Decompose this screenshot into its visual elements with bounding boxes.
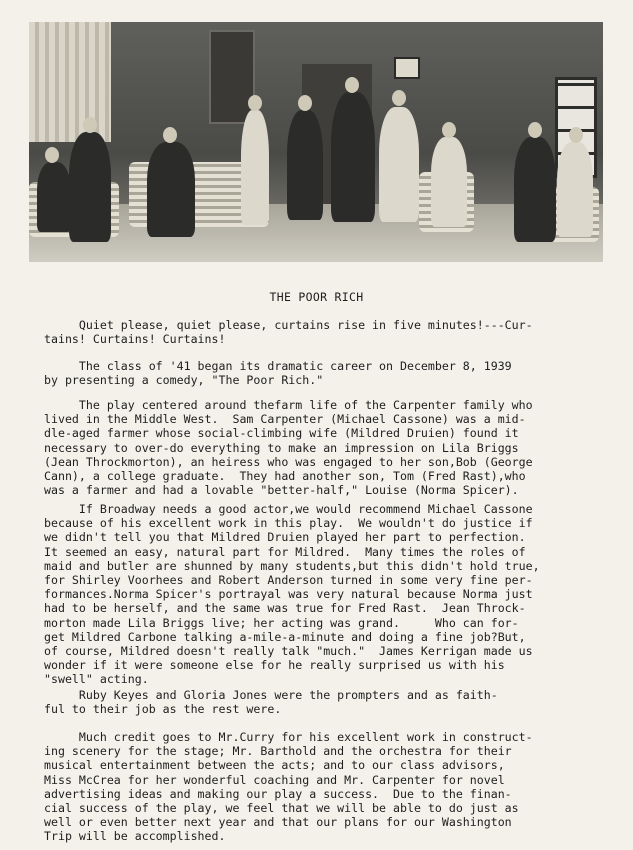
stage-photo <box>29 22 603 262</box>
actor-head <box>248 95 262 111</box>
actor-head <box>345 77 359 93</box>
actor-head <box>45 147 59 163</box>
actor-maid <box>287 110 323 220</box>
prompters-paragraph: Ruby Keyes and Gloria Jones were the prompters and as faith- ful to their job as the rest were. <box>44 688 498 717</box>
wall-picture <box>394 57 420 79</box>
actor <box>557 142 593 237</box>
actor <box>37 162 71 232</box>
actor-head <box>298 95 312 111</box>
intro-paragraph: Quiet please, quiet please, curtains rise in five minutes!---Cur- tains! Curtains! Curtains! <box>44 318 533 347</box>
window-curtain <box>29 22 111 142</box>
actor <box>147 142 195 237</box>
actor <box>431 137 467 227</box>
actor-butler <box>331 92 375 222</box>
page-title: THE POOR RICH <box>269 290 364 304</box>
class-paragraph: The class of '41 began its dramatic career on December 8, 1939 by presenting a comedy, "The Poor Rich." <box>44 359 512 388</box>
actor <box>514 137 556 242</box>
actor-head <box>442 122 456 138</box>
actor-head <box>163 127 177 143</box>
plot-paragraph: The play centered around thefarm life of the Carpenter family who lived in the Middle West. Sam Carpenter (Michael Cassone) was a mid- dle-aged farmer whose social-climbing wife (Mildred Druien) found it necessary to over-do everything to make an impression on Lila Briggs (Jean Throckmorton), an heiress who was engaged to her son,Bob (George Cann), a college graduate. They had another son, Tom (Fred Rast),who was a farmer and had a lovable "better-half," Louise (Norma Spicer). <box>44 398 533 498</box>
actor-head <box>528 122 542 138</box>
actor-head <box>392 90 406 106</box>
actor <box>69 132 111 242</box>
actor <box>241 110 269 225</box>
cast-paragraph: If Broadway needs a good actor,we would recommend Michael Cassone because of his excellent work in this play. We wouldn't do justice if we didn't tell you that Mildred Druien played her part to perfection. It seemed an easy, natural part for Mildred. Many times the roles of maid and butler are shunned by many students,but this didn't hold true, for Shirley Voorhees and Robert Anderson turned in some very fine per- formances.Norma Spicer's portrayal was very natural because Norma just had to be herself, and the same was true for Fred Rast. Jean Throck- morton made Lila Briggs live; her acting was grand. Who can for- get Mildred Carbone talking a-mile-a-minute and doing a fine job?But, of course, Mildred doesn't really talk "much." James Kerrigan made us wonder if it were someone else for he really surprised us with his "swell" acting. <box>44 502 540 687</box>
credits-paragraph: Much credit goes to Mr.Curry for his excellent work in construct- ing scenery for the stage; Mr. Barthold and the orchestra for their musical entertainment between the acts; and to our class advisors, Miss McCrea for her wonderful coaching and Mr. Carpenter for novel advertising ideas and making our play a success. Due to the finan- cial success of the play, we feel that we will be able to do just as well or even better next year and that our plans for our Washington Trip will be accomplished. <box>44 730 533 844</box>
actor-head <box>83 117 97 133</box>
actor <box>379 107 419 222</box>
actor-head <box>569 127 583 143</box>
wall-mirror <box>209 30 255 124</box>
